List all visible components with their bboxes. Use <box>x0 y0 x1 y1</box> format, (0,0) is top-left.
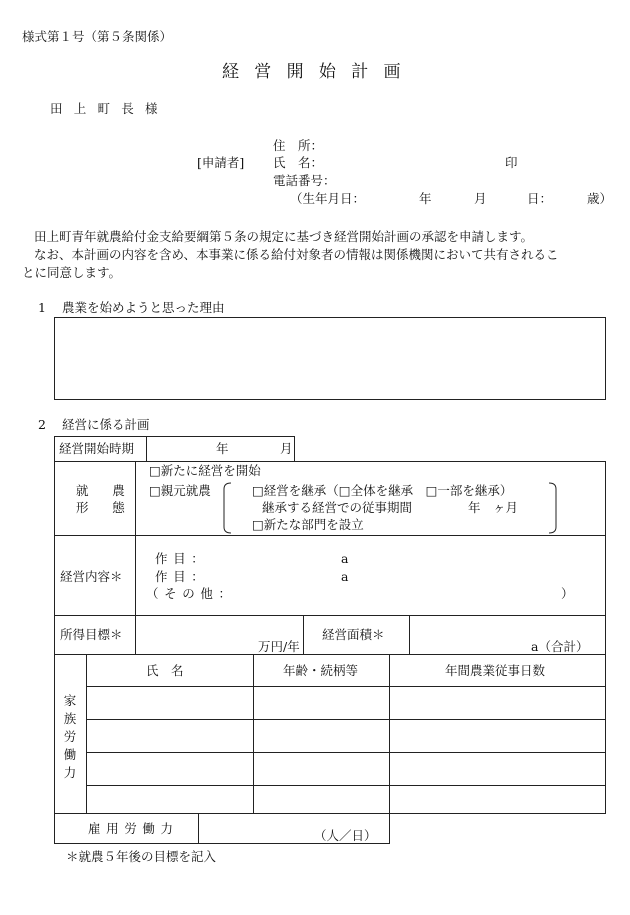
right-brace <box>548 481 560 535</box>
succession-period-label: 継承する経営での従事期間 <box>262 500 413 515</box>
income-target-label: 所得目標＊ <box>60 627 123 642</box>
succeed-business-checkbox[interactable]: □経営を継承（□全体を継承 □一部を継承） <box>252 483 513 498</box>
option-new-business-checkbox[interactable]: □新たに経営を開始 <box>149 463 261 478</box>
hired-labor-label: 雇用労働力 <box>88 821 179 836</box>
other-label: （その他： <box>146 586 237 601</box>
section2-heading: 経営に係る計画 <box>62 417 150 432</box>
plan-label-divider <box>135 461 136 655</box>
family-row-3-name-cell[interactable] <box>87 753 252 784</box>
hired-labor-unit[interactable]: （人／日） <box>314 828 377 843</box>
income-unit[interactable]: 万円/年 <box>258 639 300 654</box>
intro-line-1: 田上町青年就農給付金支給要綱第５条の規定に基づき経営開始計画の承認を申請します。 <box>34 229 534 244</box>
crop2-unit[interactable]: a <box>341 569 349 584</box>
address-label: 住 所： <box>273 138 324 153</box>
name-label: 氏 名： <box>273 155 324 170</box>
family-header-days: 年間農業従事日数 <box>445 663 546 678</box>
family-row-4-name-cell[interactable] <box>87 786 252 813</box>
family-col-divider-2 <box>389 654 390 814</box>
form-number: 様式第１号（第５条関係） <box>22 29 173 44</box>
succession-period-unit[interactable]: 年 ヶ月 <box>468 500 519 515</box>
family-header-age: 年齢・続柄等 <box>283 663 359 678</box>
farm-area-unit[interactable]: a（合計） <box>531 639 589 654</box>
intro-line-2: なお、本計画の内容を含め、本事業に係る給付対象者の情報は関係機関において共有されるこ <box>34 247 559 262</box>
birth-day-label: 日： <box>527 191 553 206</box>
crop1-unit[interactable]: a <box>341 551 349 566</box>
section2-number: 2 <box>38 417 46 432</box>
plan-row-divider-2 <box>54 615 606 616</box>
section1-number: 1 <box>38 300 46 315</box>
business-content-label: 経営内容＊ <box>60 569 123 584</box>
plan-row-divider-1 <box>54 535 606 536</box>
start-time-label: 経営開始時期 <box>59 441 135 456</box>
reason-textbox[interactable] <box>54 317 606 400</box>
crop1-label: 作目： <box>155 551 210 566</box>
crop2-label: 作目： <box>155 569 210 584</box>
income-divider-1 <box>303 615 304 655</box>
new-division-checkbox[interactable]: □新たな部門を設立 <box>252 517 364 532</box>
addressee: 田上町長様 <box>50 101 169 116</box>
family-row-1-name-cell[interactable] <box>87 687 252 718</box>
left-brace <box>220 481 232 535</box>
farming-form-label-1: 就 農 <box>76 483 131 498</box>
birth-label: （生年月日： <box>290 191 366 206</box>
page-title: 経営開始計画 <box>222 62 416 82</box>
farm-area-label: 経営面積＊ <box>322 627 385 642</box>
intro-line-3: とに同意します。 <box>22 265 122 280</box>
seal-mark: 印 <box>505 155 518 170</box>
farming-form-label-2: 形 態 <box>76 500 131 515</box>
start-time-month[interactable]: 月 <box>280 441 293 456</box>
family-col-divider-1 <box>253 654 254 814</box>
footnote: ＊就農５年後の目標を記入 <box>66 849 217 864</box>
income-divider-2 <box>409 615 410 655</box>
section1-heading: 農業を始めようと思った理由 <box>62 300 225 315</box>
birth-year-label: 年 <box>419 191 432 206</box>
applicant-label: [申請者] <box>197 155 245 170</box>
hired-labor-divider <box>198 813 199 844</box>
start-time-year[interactable]: 年 <box>216 441 229 456</box>
option-parent-farming-checkbox[interactable]: □親元就農 <box>149 483 211 498</box>
birth-month-label: 月 <box>474 191 487 206</box>
phone-label: 電話番号： <box>273 173 336 188</box>
start-time-divider <box>146 436 147 462</box>
other-close: ） <box>561 586 574 601</box>
age-label: 歳） <box>587 191 613 206</box>
family-header-name: 氏 名 <box>146 663 184 678</box>
family-labor-label: 家族労働力 <box>63 693 77 780</box>
family-row-2-name-cell[interactable] <box>87 720 252 751</box>
